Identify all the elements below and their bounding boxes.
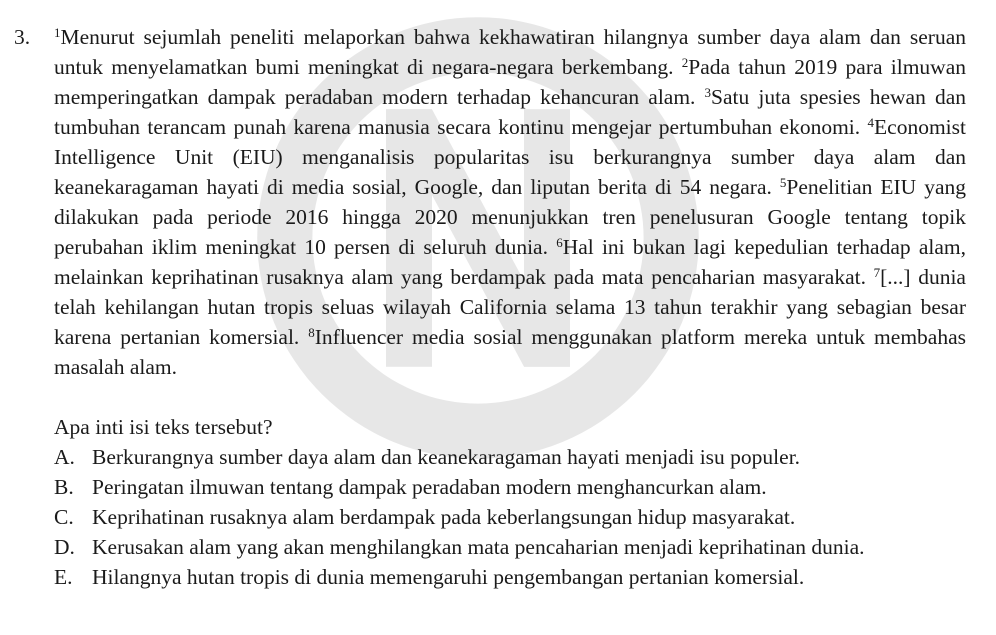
sentence-marker: 4 [867, 115, 875, 130]
option-text: Peringatan ilmuwan tentang dampak peradaban modern menghancurkan alam. [92, 475, 767, 499]
reading-passage [54, 22, 966, 382]
sentence-marker: 3 [704, 85, 712, 100]
option-text: Kerusakan alam yang akan menghilangkan mata pencaharian menjadi keprihatinan dunia. [92, 535, 865, 559]
option-d[interactable] [54, 532, 966, 562]
answer-options [54, 442, 966, 592]
sentence-text: Satu juta spesies hewan dan tumbuhan terancam punah karena manusia secara kontinu mengejar pertumbuhan ekonomi. [54, 85, 967, 139]
sentence-marker: 6 [556, 235, 563, 250]
option-letter: E. [54, 565, 73, 589]
option-a[interactable] [54, 442, 966, 472]
sentence-text: Penelitian EIU yang dilakukan pada periode 2016 hingga 2020 menunjukkan tren penelusuran Google tentang topik perubahan iklim meningkat 10 persen di seluruh dunia. [54, 175, 966, 259]
sentence-marker: 1 [54, 25, 61, 40]
option-letter: D. [54, 535, 75, 559]
sentence-text: Hal ini bukan lagi kepedulian terhadap alam, melainkan keprihatinan rusaknya alam yang berdampak pada mata pencaharian masyarakat. [54, 235, 966, 289]
option-c[interactable] [54, 502, 966, 532]
sentence-marker: 2 [681, 55, 689, 70]
sentence-marker: 8 [308, 325, 315, 340]
option-text: Keprihatinan rusaknya alam berdampak pada keberlangsungan hidup masyarakat. [92, 505, 796, 529]
question-number: 3. [14, 25, 31, 49]
option-letter: C. [54, 505, 74, 529]
sentence-text: Menurut sejumlah peneliti melaporkan bahwa kekhawatiran hilangnya sumber daya alam dan seruan untuk menyelamatkan bumi meningkat di negara-negara berkembang. [54, 25, 966, 79]
sentence-text: Economist Intelligence Unit (EIU) menganalisis popularitas isu berkurangnya sumber daya alam dan keanekaragaman hayati di media sosial, Google, dan liputan berita di 54 negara. [54, 115, 966, 199]
sentence-text: Pada tahun 2019 para ilmuwan memperingatkan dampak peradaban modern terhadap kehancuran alam. [54, 55, 966, 109]
option-letter: B. [54, 475, 74, 499]
sentence-marker: 7 [873, 265, 881, 280]
question-prompt: Apa inti isi teks tersebut? [54, 415, 273, 439]
sentence-text: [...] dunia telah kehilangan hutan tropis seluas wilayah California selama 13 tahun terakhir yang sebagian besar karena pertanian komersial. [54, 265, 966, 349]
sentence-text: Influencer media sosial menggunakan platform mereka untuk membahas masalah alam. [54, 325, 966, 379]
sentence-marker: 5 [779, 175, 787, 190]
option-b[interactable] [54, 472, 966, 502]
option-e[interactable] [54, 562, 966, 592]
option-letter: A. [54, 445, 75, 469]
option-text: Berkurangnya sumber daya alam dan keanekaragaman hayati menjadi isu populer. [92, 445, 801, 469]
option-text: Hilangnya hutan tropis di dunia memengaruhi pengembangan pertanian komersial. [92, 565, 805, 589]
